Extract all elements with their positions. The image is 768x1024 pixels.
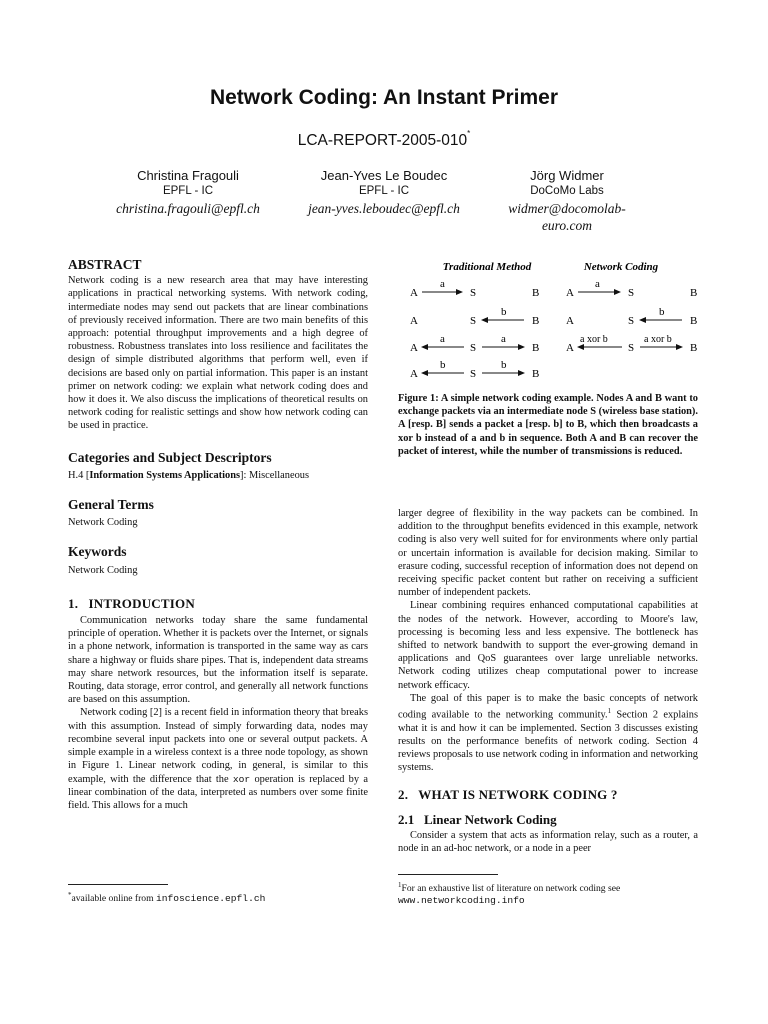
intro-heading: 1. INTRODUCTION <box>68 595 195 611</box>
footnote-left <box>68 889 368 905</box>
node-b: B <box>532 342 540 354</box>
caption-label: Figure 1: <box>398 393 439 404</box>
report-footnote-mark: * <box>467 129 471 138</box>
node-b: B <box>690 287 698 299</box>
node-a: A <box>410 342 418 354</box>
node-s: S <box>470 287 477 299</box>
author-3 <box>492 168 642 234</box>
intro-paragraph-1: Communication networks today share the same fundamental principle of operation. Whether it is packets over the Internet, or signals in a phone network, information is transported in the same way as cars share a highway or fluids share pipes. That is, independent data streams may share network resources, but the information itself is separate. Routing, data storage, error control, and generally all network functions are based on this assumption. <box>68 615 368 706</box>
footnote-right <box>398 879 698 907</box>
node-s: S <box>628 342 635 354</box>
footnote-mark: * <box>68 891 72 899</box>
left-column <box>68 258 368 812</box>
general-terms-heading: General Terms <box>68 497 154 513</box>
section-2-heading: 2. WHAT IS NETWORK CODING ? <box>398 786 618 802</box>
footnote-url: infoscience.epfl.ch <box>155 893 266 905</box>
traditional-step-1 <box>410 278 539 299</box>
categories-heading: Categories and Subject Descriptors <box>68 449 272 465</box>
category-name: Information Systems Applications <box>89 469 241 481</box>
node-b: B <box>532 287 540 299</box>
node-a: A <box>566 287 574 299</box>
node-s: S <box>628 287 635 299</box>
author-email: christina.fragouli@epfl.ch <box>116 201 260 216</box>
node-a: A <box>410 315 418 327</box>
author-email: widmer@docomolab-euro.com <box>508 201 626 233</box>
intro-p2-text-a: Network coding [2] is a recent field in information theory that breaks with this assumption. Instead of simply forwarding data, nodes may recombine several input packets into one or several output packets. A simple example in a wireless context is a three node topology, as shown in Figure 1. Linear network coding, in general, is similar to this example, with the difference that the <box>68 707 368 785</box>
report-id: LCA-REPORT-2005-010 <box>297 132 468 149</box>
keywords-text: Network Coding <box>68 564 138 576</box>
coding-step-1 <box>566 278 697 299</box>
caption-text: A simple network coding example. Nodes A and B want to exchange packets via an intermediate node S (wireless base station). A [resp. B] sends a packet a [resp. b] to B, which then broadcasts a xor b instead of a and b in sequence. Both A and B can recover the packet of interest, while the number of transmissions is reduced. <box>398 393 698 457</box>
report-number <box>0 129 768 150</box>
node-s: S <box>470 342 477 354</box>
author-1 <box>96 168 280 217</box>
packet-label-b: b <box>501 359 507 371</box>
footnote-url: www.networkcoding.info <box>398 895 525 907</box>
footnote-text: available online from <box>71 893 156 905</box>
categories-text <box>68 469 368 482</box>
right-paragraph-4: Consider a system that acts as information relay, such as a router, a node in an ad-hoc network, or a node in a peer <box>398 829 698 855</box>
coding-step-2 <box>566 306 697 327</box>
right-p3-text-b: Section 2 explains what it is and how it can be implemented. Section 3 discusses existing results on the performance benefits of network coding. Section 4 reviews proposals to use network coding in information and networking systems. <box>398 709 698 774</box>
packet-label-a: a <box>595 278 600 290</box>
packet-label-b: b <box>440 359 446 371</box>
node-a: A <box>410 368 418 380</box>
node-b: B <box>690 315 698 327</box>
node-b: B <box>690 342 698 354</box>
packet-label-b: b <box>659 306 665 318</box>
right-p3-text-a: The goal of this paper is to make the basic concepts of network coding available to the networking community. <box>398 692 698 721</box>
xor-code: xor <box>232 773 251 785</box>
abstract-heading: ABSTRACT <box>68 257 142 272</box>
packet-label-axorb: a xor b <box>580 334 608 345</box>
node-a: A <box>410 287 418 299</box>
keywords-heading: Keywords <box>68 544 127 560</box>
node-b: B <box>532 368 540 380</box>
network-coding-title: Network Coding <box>583 261 659 273</box>
author-affiliation: DoCoMo Labs <box>530 185 604 197</box>
traditional-step-3 <box>410 333 539 354</box>
right-column <box>398 507 698 855</box>
intro-p2-text-b: operation is replaced by a linear combination of the data, interpreted as numbers over some finite field. This allows for a much <box>68 773 368 811</box>
author-name: Jean-Yves Le Boudec <box>320 168 448 183</box>
figure-1-diagram <box>398 256 703 386</box>
figure-1-caption <box>398 392 698 458</box>
right-paragraph-1: larger degree of flexibility in the way packets can be combined. In addition to the throughput benefits evidenced in this example, network coding is also very well suited for for environments where only partial or uncertain information is available for decision making. Similar to erasure coding, successful reception of information does not depend on receiving specific packet content but rather on receiving a sufficient number of independent packets. <box>398 508 698 599</box>
packet-label-axorb: a xor b <box>644 334 672 345</box>
node-s: S <box>628 315 635 327</box>
category-code: H.4 [ <box>68 469 90 481</box>
author-email: jean-yves.leboudec@epfl.ch <box>308 201 460 216</box>
section-2-1-heading: 2.1 Linear Network Coding <box>398 811 557 827</box>
paper-title: Network Coding: An Instant Primer <box>209 86 559 109</box>
footnote-rule-right <box>398 874 498 875</box>
right-paragraph-3 <box>398 692 698 775</box>
packet-label-a: a <box>501 333 506 345</box>
coding-step-3 <box>566 334 697 354</box>
author-affiliation: EPFL - IC <box>162 185 214 197</box>
abstract-text: Network coding is a new research area that may have interesting applications in practical networking systems. With network coding, intermediate nodes may send out packets that are linear combinations of previously received information. There are two main benefits of this approach: potential throughput improvements and a high degree of robustness. Robustness translates into loss resilience and facilitates the design of simple distributed algorithms that perform well, even if decisions are based only on partial information. This paper is an instant primer on network coding: we explain what network coding does and how it does it. We also discuss the implications of theoretical results on network coding for realistic settings and show how network coding can be used in practice. <box>68 275 368 432</box>
author-name: Jörg Widmer <box>530 168 604 183</box>
traditional-step-4 <box>410 359 539 380</box>
traditional-step-2 <box>410 306 539 327</box>
author-name: Christina Fragouli <box>137 168 239 183</box>
packet-label-a: a <box>440 333 445 345</box>
node-b: B <box>532 315 540 327</box>
general-terms-text: Network Coding <box>68 517 138 529</box>
traditional-method-title: Traditional Method <box>442 261 532 273</box>
footnote-rule-left <box>68 884 168 885</box>
packet-label-b: b <box>501 306 507 318</box>
right-paragraph-2: Linear combining requires enhanced computational capabilities at the nodes of the network. However, according to Moore's law, processing is becoming less and less expensive. The bottleneck has shifted to network bandwith to support the ever-growing demand in applications and QoS guarantees over large unreliable networks. Network coding utilizes cheap computational power to increase network efficacy. <box>398 600 698 691</box>
intro-paragraph-2 <box>68 706 368 812</box>
footnote-text: For an exhaustive list of literature on network coding see <box>401 883 621 895</box>
node-s: S <box>470 368 477 380</box>
node-a: A <box>566 315 574 327</box>
node-a: A <box>566 342 574 354</box>
footnote-mark: 1 <box>398 881 402 889</box>
packet-label-a: a <box>440 278 445 290</box>
category-rest: ]: Miscellaneous <box>240 469 310 481</box>
author-2 <box>288 168 480 217</box>
footnote-ref-1: 1 <box>607 707 612 716</box>
node-s: S <box>470 315 477 327</box>
author-affiliation: EPFL - IC <box>358 185 410 197</box>
